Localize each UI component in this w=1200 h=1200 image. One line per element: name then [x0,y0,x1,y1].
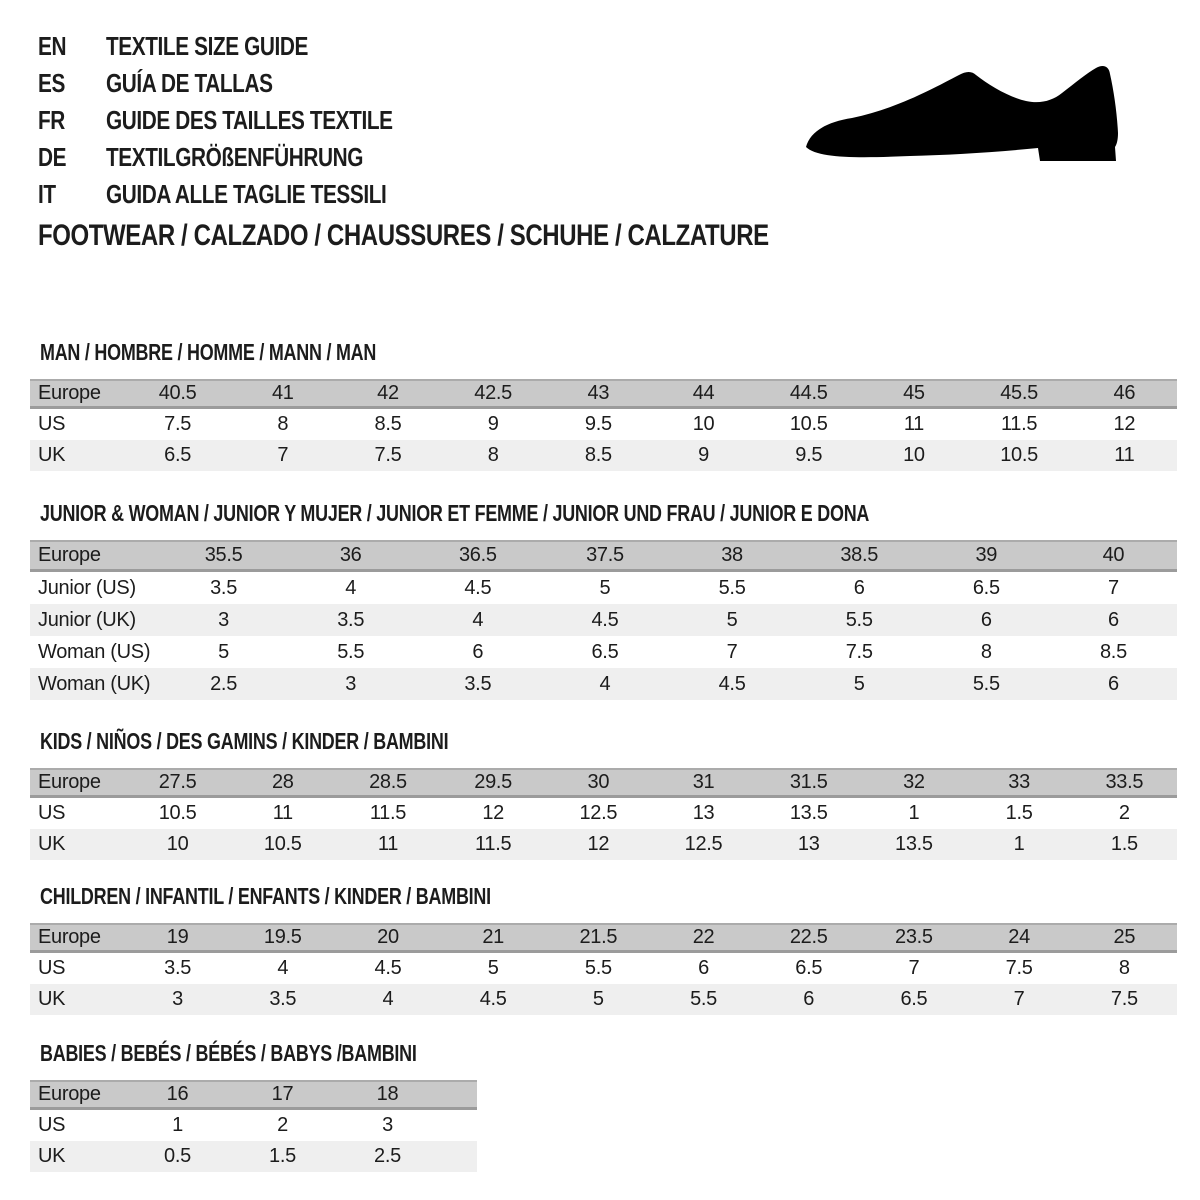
size-cell: 5 [487,957,499,979]
spacer-cell [440,1081,477,1109]
size-cell: 11 [1072,440,1177,471]
language-label: TEXTILE SIZE GUIDE [106,31,308,61]
size-row-europe [30,380,1177,408]
size-cell: 24 [967,924,1072,952]
size-cell: 8 [980,640,992,663]
spacer-cell [440,1109,477,1142]
size-row-europe [30,769,1177,797]
section-kids [30,729,1177,860]
size-cell: 3.5 [287,604,414,636]
size-cell: 44.5 [756,380,861,408]
size-cell: 2 [277,1114,288,1136]
size-cell: 19.5 [230,924,335,952]
size-cell: 29.5 [441,769,546,797]
size-cell: 1.5 [1005,802,1033,824]
size-cell: 7.5 [845,640,873,663]
size-cell: 12 [482,802,504,824]
row-label: US [38,413,66,435]
size-cell: 36.5 [414,541,541,571]
size-table-junior-woman [30,540,1177,700]
language-row-de [38,139,464,176]
shoe-icon [800,58,1140,190]
category-heading-text: FOOTWEAR / CALZADO / CHAUSSURES / SCHUHE / CALZATURE [38,219,769,252]
size-cell: 11.5 [369,802,407,824]
size-row-woman-uk [30,668,1177,700]
size-cell: 3 [287,668,414,700]
size-table-babies [30,1080,477,1172]
section-title [40,1041,523,1066]
size-cell: 7.5 [164,413,192,435]
size-cell: 22 [651,924,756,952]
size-cell: 43 [546,380,651,408]
size-row-us [30,952,1177,985]
section-title-text: MAN / HOMBRE / HOMME / MANN / MAN [40,339,377,365]
size-cell: 4 [541,668,668,700]
size-row-uk [30,829,1177,860]
row-label: Europe [30,924,125,952]
row-label: Junior (US) [38,576,136,599]
size-cell: 4.5 [464,576,492,599]
size-cell: 13 [756,829,861,860]
section-babies [30,1041,523,1172]
size-cell: 8.5 [1099,640,1127,663]
size-cell: 4.5 [441,984,546,1015]
size-cell: 5.5 [923,668,1050,700]
row-label: Europe [30,769,125,797]
size-cell: 35.5 [160,541,287,571]
size-cell: 1.5 [230,1141,335,1172]
size-cell: 7 [726,640,738,663]
size-cell: 22.5 [756,924,861,952]
size-cell: 7 [908,957,920,979]
size-cell: 32 [861,769,966,797]
language-label: GUIDA ALLE TAGLIE TESSILI [106,179,387,209]
size-cell: 11.5 [441,829,546,860]
size-cell: 8.5 [546,440,651,471]
size-row-europe [30,924,1177,952]
row-label: UK [30,1141,125,1172]
section-title-text: CHILDREN / INFANTIL / ENFANTS / KINDER / BAMBINI [40,883,491,909]
size-cell: 11 [335,829,440,860]
size-cell: 33.5 [1072,769,1177,797]
size-row-europe [30,541,1177,571]
size-table-man [30,379,1177,471]
size-cell: 31.5 [756,769,861,797]
size-row-junior-uk [30,604,1177,636]
size-cell: 8 [1118,957,1130,979]
size-cell: 45 [861,380,966,408]
size-cell: 10 [692,413,715,435]
size-cell: 46 [1072,380,1177,408]
size-cell: 31 [651,769,756,797]
size-cell: 25 [1072,924,1177,952]
size-table-children [30,923,1177,1015]
size-cell: 42 [335,380,440,408]
size-cell: 5.5 [651,984,756,1015]
size-row-uk [30,984,1177,1015]
row-label: Woman (US) [38,640,151,663]
size-cell: 12.5 [579,802,618,824]
size-cell: 7 [1108,576,1119,599]
size-cell: 9 [651,440,756,471]
size-cell: 6.5 [591,640,619,663]
size-cell: 33 [967,769,1072,797]
row-label: US [38,957,66,979]
size-cell: 3.5 [210,576,238,599]
size-row-us [30,797,1177,830]
size-cell: 5.5 [718,576,746,599]
section-man [30,340,1177,471]
size-cell: 4.5 [541,604,668,636]
size-cell: 12 [1113,413,1136,435]
language-row-es [38,65,464,102]
size-cell: 5 [669,604,796,636]
size-cell: 4 [277,957,289,979]
size-cell: 4 [335,984,440,1015]
row-label: Europe [30,1081,125,1109]
size-cell: 5.5 [796,604,923,636]
size-cell: 6.5 [972,576,1000,599]
size-cell: 12 [546,829,651,860]
language-code: EN [38,31,67,61]
section-title-text: KIDS / NIÑOS / DES GAMINS / KINDER / BAMBINI [40,728,449,754]
size-cell: 5 [796,668,923,700]
row-label: US [38,802,66,824]
size-cell: 27.5 [125,769,230,797]
size-cell: 10.5 [158,802,197,824]
size-cell: 2.5 [335,1141,440,1172]
size-cell: 45.5 [967,380,1072,408]
size-cell: 40.5 [125,380,230,408]
section-title [40,340,1177,365]
size-cell: 38 [669,541,796,571]
size-cell: 6 [1050,668,1177,700]
size-cell: 13.5 [861,829,966,860]
size-cell: 42.5 [441,380,546,408]
size-cell: 8 [441,440,546,471]
size-cell: 13.5 [789,802,828,824]
spacer-cell [440,1141,477,1172]
size-cell: 8 [277,413,289,435]
size-cell: 11 [903,413,924,435]
size-table-kids [30,768,1177,860]
size-cell: 10.5 [230,829,335,860]
size-cell: 7.5 [1005,957,1033,979]
size-cell: 3.5 [230,984,335,1015]
size-cell: 0.5 [125,1141,230,1172]
size-cell: 30 [546,769,651,797]
size-cell: 12.5 [651,829,756,860]
row-label: Woman (UK) [30,668,160,700]
size-cell: 28 [230,769,335,797]
size-cell: 10 [125,829,230,860]
language-code: DE [38,142,67,172]
size-cell: 6 [923,604,1050,636]
size-cell: 3 [160,604,287,636]
size-cell: 4.5 [669,668,796,700]
size-cell: 7.5 [335,440,440,471]
size-cell: 1 [967,829,1072,860]
category-heading [38,216,951,256]
size-cell: 19 [125,924,230,952]
size-cell: 11.5 [1000,413,1038,435]
size-cell: 21.5 [546,924,651,952]
size-cell: 28.5 [335,769,440,797]
size-row-us [30,408,1177,441]
size-cell: 3.5 [414,668,541,700]
row-label: Europe [30,380,125,408]
row-label: Junior (UK) [30,604,160,636]
size-cell: 10.5 [967,440,1072,471]
size-cell: 4 [345,576,357,599]
size-row-uk [30,1141,477,1172]
size-cell: 5 [599,576,611,599]
size-cell: 6 [472,640,484,663]
size-cell: 13 [692,802,715,824]
size-cell: 3 [125,984,230,1015]
size-cell: 16 [125,1081,230,1109]
language-code: IT [38,179,56,209]
size-cell: 44 [651,380,756,408]
language-label: GUÍA DE TALLAS [106,68,273,98]
size-cell: 4.5 [374,957,402,979]
size-cell: 9.5 [584,413,612,435]
language-label: TEXTILGRÖßENFÜHRUNG [106,142,364,172]
size-cell: 18 [335,1081,440,1109]
size-cell: 8.5 [374,413,402,435]
size-cell: 6 [756,984,861,1015]
size-cell: 20 [335,924,440,952]
language-code: ES [38,68,65,98]
size-cell: 5 [546,984,651,1015]
row-label: Europe [30,541,160,571]
row-label: UK [30,829,125,860]
section-junior-woman [30,501,1177,700]
section-title-text: BABIES / BEBÉS / BÉBÉS / BABYS /BAMBINI [40,1040,417,1066]
size-cell: 6.5 [861,984,966,1015]
size-cell: 7 [230,440,335,471]
row-label: UK [30,440,125,471]
size-cell: 5.5 [584,957,612,979]
language-label: GUIDE DES TAILLES TEXTILE [106,105,393,135]
size-cell: 17 [230,1081,335,1109]
size-cell: 6 [698,957,709,979]
size-cell: 21 [441,924,546,952]
size-row-uk [30,440,1177,471]
size-cell: 1 [172,1114,183,1136]
size-cell: 3.5 [164,957,192,979]
size-cell: 5.5 [337,640,365,663]
size-row-junior-us [30,571,1177,605]
size-cell: 7 [967,984,1072,1015]
section-children [30,884,1177,1015]
shoe-silhouette-svg [800,58,1140,190]
size-cell: 11 [272,802,293,824]
size-cell: 41 [230,380,335,408]
size-cell: 4 [414,604,541,636]
size-cell: 1.5 [1072,829,1177,860]
size-cell: 37.5 [541,541,668,571]
size-cell: 23.5 [861,924,966,952]
size-cell: 6 [853,576,865,599]
size-row-us [30,1109,477,1142]
language-row-fr [38,102,464,139]
size-cell: 2.5 [160,668,287,700]
size-row-europe [30,1081,477,1109]
size-cell: 3 [382,1114,393,1136]
size-cell: 36 [287,541,414,571]
row-label: UK [30,984,125,1015]
section-title-text: JUNIOR & WOMAN / JUNIOR Y MUJER / JUNIOR ET FEMME / JUNIOR UND FRAU / JUNIOR E DONA [40,500,870,526]
section-title [40,501,1177,526]
size-cell: 9 [487,413,499,435]
size-cell: 1 [908,802,920,824]
language-row-it [38,176,464,213]
language-row-en [38,28,464,65]
size-cell: 9.5 [756,440,861,471]
size-cell: 7.5 [1072,984,1177,1015]
size-cell: 10.5 [789,413,828,435]
size-cell: 6.5 [795,957,823,979]
size-cell: 6 [1050,604,1177,636]
language-list [38,28,464,213]
size-cell: 2 [1118,802,1130,824]
section-title [40,884,1177,909]
size-cell: 39 [923,541,1050,571]
row-label: US [38,1114,66,1136]
language-code: FR [38,105,65,135]
size-row-woman-us [30,636,1177,668]
size-cell: 6.5 [125,440,230,471]
size-cell: 10 [861,440,966,471]
section-title [40,729,1177,754]
size-cell: 38.5 [796,541,923,571]
size-cell: 40 [1050,541,1177,571]
size-cell: 5 [218,640,229,663]
